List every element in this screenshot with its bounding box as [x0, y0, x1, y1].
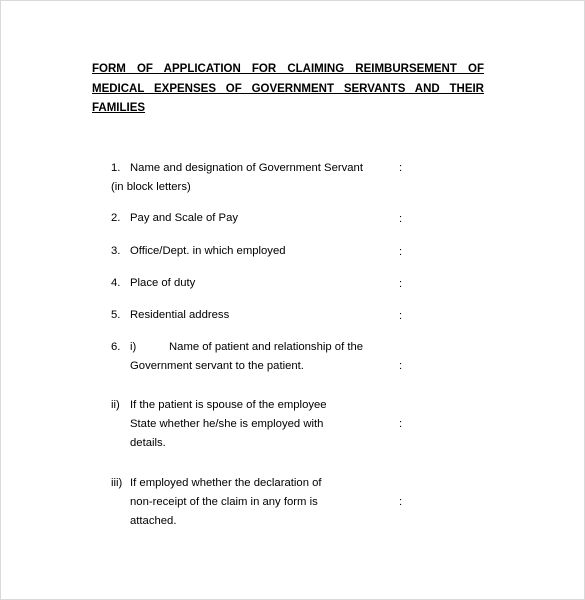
item-1-sub: (in block letters) — [111, 181, 191, 193]
title-line-3: FAMILIES — [92, 102, 146, 114]
item-2-text: Pay and Scale of Pay — [130, 212, 239, 224]
item-3-number: 3. — [111, 245, 121, 257]
title-line-1: FORM OF APPLICATION FOR CLAIMING REIMBURSEMENT OF — [92, 63, 484, 75]
item-6-line2: Government servant to the patient. — [130, 360, 304, 372]
item-5-colon: : — [399, 310, 403, 322]
item-6ii-line2: State whether he/she is employed with — [130, 418, 324, 430]
item-6ii-colon: : — [399, 418, 403, 430]
item-5-number: 5. — [111, 309, 121, 321]
item-6ii-roman: ii) — [111, 399, 120, 411]
item-6-colon: : — [399, 360, 403, 372]
item-4-text: Place of duty — [130, 277, 196, 289]
item-3-colon: : — [399, 246, 403, 258]
item-1-number: 1. — [111, 162, 121, 174]
item-4-colon: : — [399, 278, 403, 290]
item-6-text: Name of patient and relationship of the — [169, 341, 364, 353]
form-title — [92, 60, 484, 119]
item-4-number: 4. — [111, 277, 121, 289]
item-6iii-colon: : — [399, 496, 403, 508]
item-1-text: Name and designation of Government Servant — [130, 162, 363, 174]
item-1-colon: : — [399, 162, 403, 174]
item-6ii-line3: details. — [130, 437, 166, 449]
item-6-roman: i) — [130, 341, 137, 353]
item-6ii-text: If the patient is spouse of the employee — [130, 399, 327, 411]
item-6iii-line2: non-receipt of the claim in any form is — [130, 496, 318, 508]
item-5-text: Residential address — [130, 309, 230, 321]
item-2-colon: : — [399, 213, 403, 225]
item-3-text: Office/Dept. in which employed — [130, 245, 286, 257]
item-6-number: 6. — [111, 341, 121, 353]
item-2-number: 2. — [111, 212, 121, 224]
title-line-2: MEDICAL EXPENSES OF GOVERNMENT SERVANTS AND THEIR — [92, 82, 484, 95]
item-6iii-roman: iii) — [111, 477, 123, 489]
item-6iii-text: If employed whether the declaration of — [130, 477, 322, 489]
item-6iii-line3: attached. — [130, 515, 177, 527]
